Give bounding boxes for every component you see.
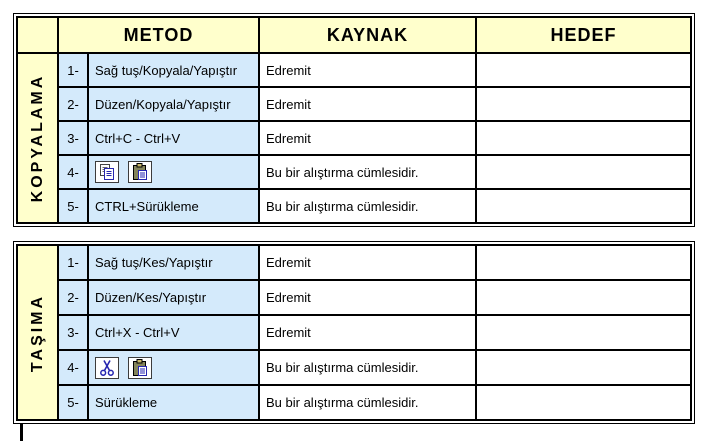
method-text: Ctrl+X - Ctrl+V (95, 325, 180, 340)
method-text: Sağ tuş/Kopyala/Yapıştır (95, 62, 238, 78)
table-row (17, 87, 691, 121)
hedef-cell[interactable] (476, 350, 691, 385)
kaynak-cell[interactable] (259, 189, 476, 223)
row-number: 4- (67, 164, 79, 180)
row-number-cell[interactable] (58, 245, 88, 280)
method-cell[interactable] (88, 155, 259, 189)
method-text: Düzen/Kes/Yapıştır (95, 290, 207, 305)
method-text: Düzen/Kopyala/Yapıştır (95, 96, 231, 112)
header-metod: METOD (58, 17, 259, 53)
method-cell[interactable] (88, 280, 259, 315)
table-row (17, 245, 691, 280)
table-row (17, 189, 691, 223)
cut-icon (97, 359, 117, 377)
paste-button[interactable] (128, 357, 152, 379)
copy-button[interactable] (95, 161, 119, 183)
row-number: 1- (67, 62, 79, 78)
header-kaynak: KAYNAK (259, 17, 476, 53)
kaynak-text: Bu bir alıştırma cümlesidir. (266, 360, 419, 375)
kaynak-cell[interactable] (259, 87, 476, 121)
kaynak-cell[interactable] (259, 121, 476, 155)
hedef-cell[interactable] (476, 121, 691, 155)
paste-icon (130, 359, 150, 377)
kaynak-text: Edremit (266, 255, 311, 270)
row-number-cell[interactable] (58, 87, 88, 121)
text-cursor[interactable] (20, 423, 23, 441)
kaynak-text: Bu bir alıştırma cümlesidir. (266, 164, 419, 180)
row-number: 5- (67, 198, 79, 214)
group-label-cell-tasima (17, 245, 58, 420)
kaynak-cell[interactable] (259, 53, 476, 87)
table-row (17, 155, 691, 189)
row-number: 3- (67, 325, 79, 340)
row-number: 3- (67, 130, 79, 146)
method-cell[interactable] (88, 245, 259, 280)
hedef-cell[interactable] (476, 385, 691, 420)
row-number: 5- (67, 395, 79, 410)
kaynak-text: Edremit (266, 130, 311, 146)
row-number-cell[interactable] (58, 155, 88, 189)
hedef-cell[interactable] (476, 53, 691, 87)
kaynak-text: Edremit (266, 62, 311, 78)
table-row (17, 350, 691, 385)
method-text: Ctrl+C - Ctrl+V (95, 130, 181, 146)
row-number: 1- (67, 255, 79, 270)
row-number-cell[interactable] (58, 189, 88, 223)
row-number-cell[interactable] (58, 53, 88, 87)
table-row (17, 53, 691, 87)
method-cell[interactable] (88, 53, 259, 87)
row-number-cell[interactable] (58, 280, 88, 315)
row-number: 4- (67, 360, 79, 375)
row-number-cell[interactable] (58, 385, 88, 420)
header-row (17, 17, 691, 53)
table-row (17, 280, 691, 315)
cut-button[interactable] (95, 357, 119, 379)
method-text: Sağ tuş/Kes/Yapıştır (95, 255, 213, 270)
kaynak-cell[interactable] (259, 350, 476, 385)
hedef-cell[interactable] (476, 245, 691, 280)
method-cell[interactable] (88, 350, 259, 385)
header-hedef: HEDEF (476, 17, 691, 53)
hedef-cell[interactable] (476, 87, 691, 121)
method-cell[interactable] (88, 87, 259, 121)
paste-icon (130, 163, 150, 181)
row-number-cell[interactable] (58, 350, 88, 385)
kaynak-cell[interactable] (259, 245, 476, 280)
row-number: 2- (67, 96, 79, 112)
kaynak-text: Edremit (266, 325, 311, 340)
group-label-cell-kopyalama (17, 53, 58, 223)
table-row (17, 315, 691, 350)
paste-button[interactable] (128, 161, 152, 183)
kaynak-text: Edremit (266, 96, 311, 112)
kaynak-cell[interactable] (259, 280, 476, 315)
kaynak-text: Bu bir alıştırma cümlesidir. (266, 395, 419, 410)
table-row (17, 121, 691, 155)
row-number: 2- (67, 290, 79, 305)
hedef-cell[interactable] (476, 155, 691, 189)
method-text: Sürükleme (95, 395, 158, 410)
method-cell[interactable] (88, 189, 259, 223)
kaynak-cell[interactable] (259, 315, 476, 350)
method-cell[interactable] (88, 385, 259, 420)
kopyalama-table (13, 13, 695, 227)
kaynak-cell[interactable] (259, 385, 476, 420)
table-row (17, 385, 691, 420)
row-number-cell[interactable] (58, 121, 88, 155)
row-number-cell[interactable] (58, 315, 88, 350)
kaynak-cell[interactable] (259, 155, 476, 189)
kaynak-text: Bu bir alıştırma cümlesidir. (266, 198, 419, 214)
tasima-table (13, 241, 695, 424)
method-text: CTRL+Sürükleme (95, 198, 199, 214)
kaynak-text: Edremit (266, 290, 311, 305)
hedef-cell[interactable] (476, 189, 691, 223)
group-label-kopyalama: KOPYALAMA (28, 73, 46, 203)
hedef-cell[interactable] (476, 315, 691, 350)
header-corner-cell (17, 17, 58, 53)
copy-icon (97, 163, 117, 181)
group-label-tasima: TAŞIMA (28, 293, 46, 372)
hedef-cell[interactable] (476, 280, 691, 315)
method-cell[interactable] (88, 121, 259, 155)
method-cell[interactable] (88, 315, 259, 350)
